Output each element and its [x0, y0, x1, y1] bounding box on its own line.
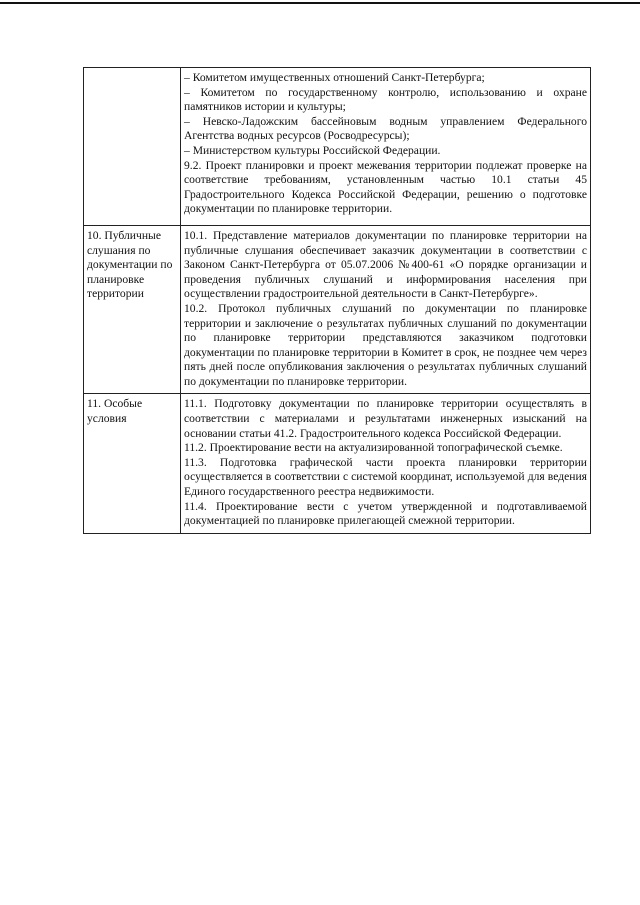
row-label: [84, 68, 181, 226]
paragraph: 11.3. Подготовка графической части проекта планировки территории осуществляется в соответствии с системой координат, используемой для ведения Единого государственного реестра недвижимости.: [184, 455, 587, 499]
paragraph: – Комитетом по государственному контролю, использованию и охране памятников истории и культуры;: [184, 85, 587, 114]
paragraph: 9.2. Проект планировки и проект межевания территории подлежат проверке на соответствие требованиям, установленным частью 10.1 статьи 45 Градостроительного Кодекса Российской Федерации, решению о подготовке документации по планировке территории.: [184, 158, 587, 216]
paragraph: 10.1. Представление материалов документации по планировке территории на публичные слушания обеспечивает заказчик документации в соответствии с Законом Санкт-Петербурга от 05.07.2006 №400-61 «О порядке организации и проведения публичных слушаний и информирования населения при осуществлении градостроительной деятельности в Санкт-Петербурге».: [184, 228, 587, 301]
document-table: [83, 67, 591, 534]
paragraph: 10.2. Протокол публичных слушаний по документации по планировке территории и заключение о результатах публичных слушаний по документации по планировке территории представляются заказчиком подготовки документации по планировке территории в Комитет в срок, не позднее чем через пять дней после опубликования заключения о результатах публичных слушаний по документации по планировке территории.: [184, 301, 587, 388]
table-row: [84, 68, 591, 226]
paragraph: – Министерством культуры Российской Федерации.: [184, 143, 441, 157]
paragraph: 11.1. Подготовку документации по планировке территории осуществлять в соответствии с материалами и результатами инженерных изысканий на основании статьи 41.2. Градостроительного кодекса Российской Федерации.: [184, 397, 587, 440]
paragraph: – Невско-Ладожским бассейновым водным управлением Федерального Агентства водных ресурсов (Росводресурсы);: [184, 114, 587, 143]
paragraph: 11.2. Проектирование вести на актуализированной топографической съемке.: [184, 441, 563, 455]
table-row: [84, 225, 591, 394]
row-content: [181, 68, 591, 226]
table-row: [84, 394, 591, 533]
paragraph: – Комитетом имущественных отношений Санкт-Петербурга;: [184, 71, 485, 84]
row-label: 11. Особые условия: [84, 394, 181, 533]
paragraph: 11.4. Проектирование вести с учетом утвержденной и подготавливаемой документацией по планировке прилегающей смежной территории.: [184, 499, 587, 528]
row-label: 10. Публичные слушания по документации по планировке территории: [84, 225, 181, 394]
row-content: [181, 394, 591, 533]
top-rule: [0, 2, 640, 4]
row-content: [181, 225, 591, 394]
